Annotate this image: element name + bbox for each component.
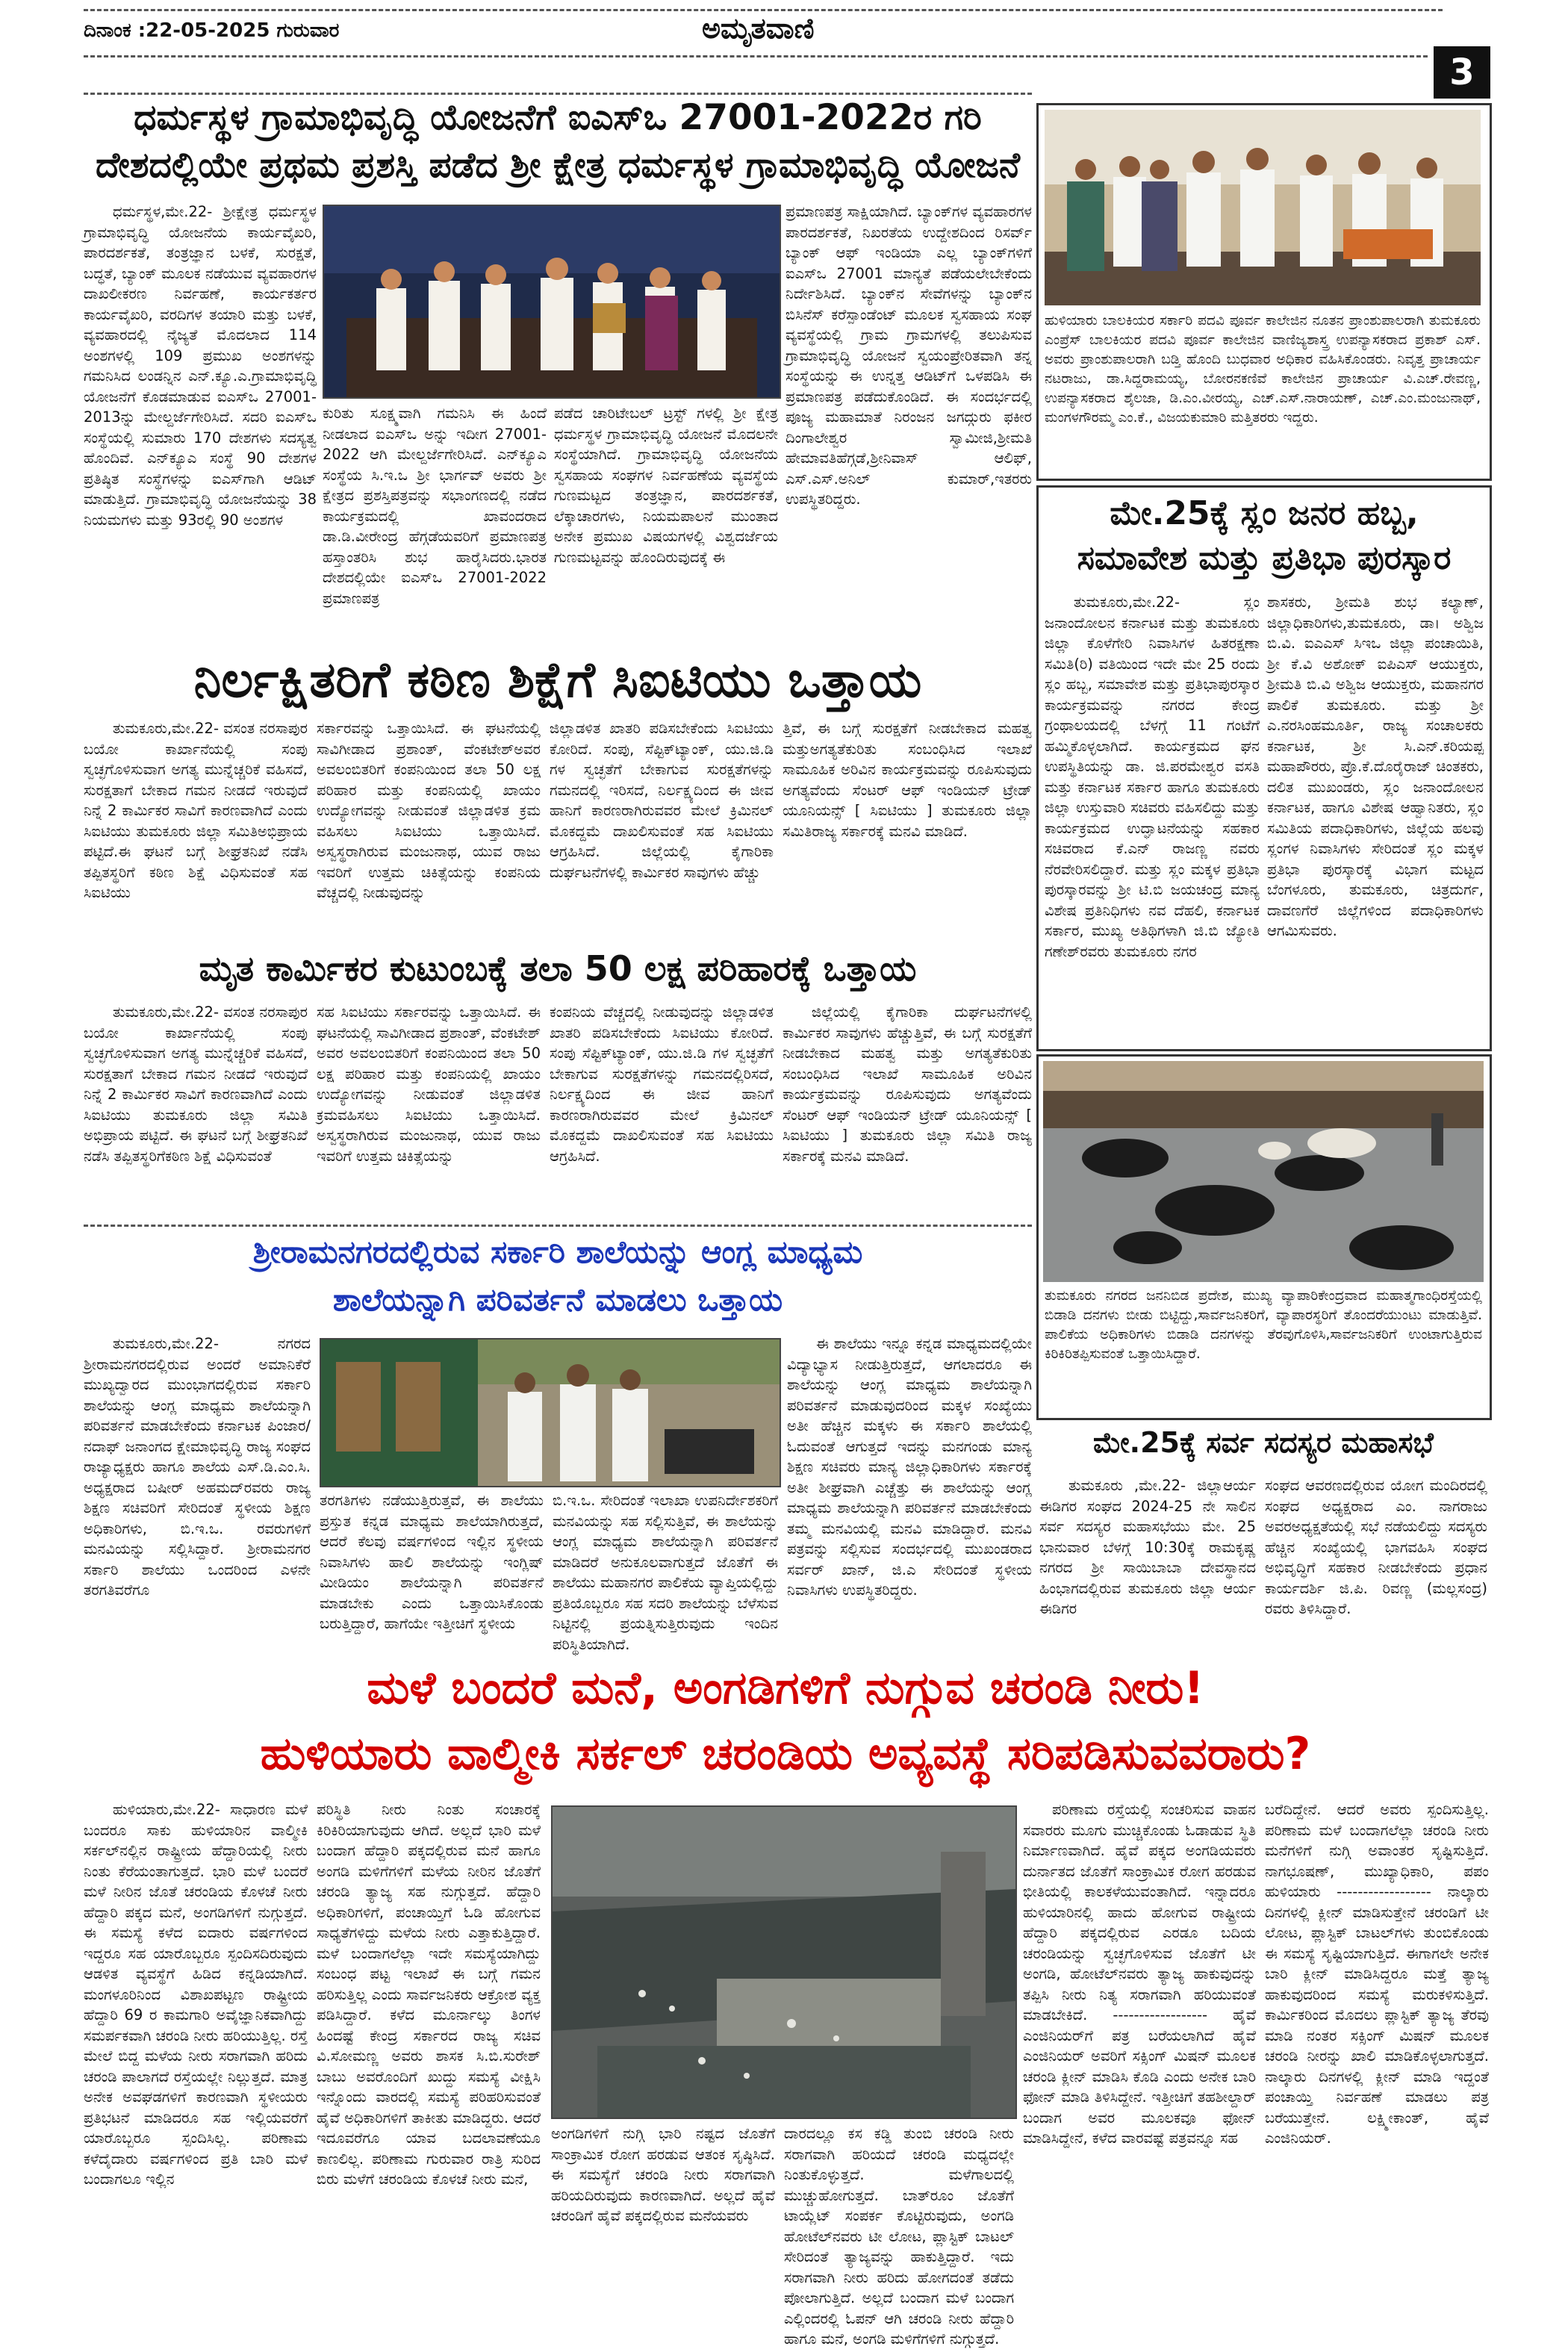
story2-column-3: ಜಿಲ್ಲಾಡಳಿತ ಖಾತರಿ ಪಡಿಸಬೇಕೆಂದು ಸಿಐಟಿಯು ಕೋರಿದೆ. ಸಂಪು, ಸೆಪ್ಟಿಕ್‌ಟ್ಯಾಂಕ್, ಯು.ಜಿ.ಡಿ ಗಳ ಸ್ವಚ್ಛತೆಗೆ ಬೇಕಾಗುವ ಸುರಕ್ಷತೆಗಳನ್ನು ಗಮನದಲ್ಲಿ ಇರಿಸದೆ, ನಿರ್ಲಕ್ಷ್ಯದಿಂದ ಈ ಜೀವ ಹಾನಿಗೆ ಕಾರಣರಾಗಿರುವವರ ಮೇಲೆ ಕ್ರಿಮಿನಲ್ ಮೊಕದ್ದಮೆ ದಾಖಲಿಸುವಂತೆ ಸಹ ಸಿಐಟಿಯು ಆಗ್ರಹಿಸಿದೆ. ಜಿಲ್ಲೆಯಲ್ಲಿ ಕೈಗಾರಿಕಾ ದುರ್ಘಟನೆಗಳಲ್ಲಿ ಕಾರ್ಮಿಕರ ಸಾವುಗಳು ಹೆಚ್ಚು bbox=[550, 720, 774, 881]
story3-column-4: ಜಿಲ್ಲೆಯಲ್ಲಿ ಕೈಗಾರಿಕಾ ದುರ್ಘಟನೆಗಳಲ್ಲಿ ಕಾರ್ಮಿಕರ ಸಾವುಗಳು ಹೆಚ್ಚುತ್ತಿವೆ, ಈ ಬಗ್ಗೆ ಸುರಕ್ಷತೆಗೆ ನೀಡಬೇಕಾದ ಮಹತ್ವ ಮತ್ತು ಅಗತ್ಯತೆಕುರಿತು ಸಂಬಂಧಿಸಿದ ಇಲಾಖೆ ಸಾಮೂಹಿಕ ಅರಿವಿನ ಕಾರ್ಯಕ್ರಮವನ್ನು ರೂಪಿಸುವುದು ಅಗತ್ಯವೆಂದು ಸೆಂಟರ್ ಆಫ್ ಇಂಡಿಯನ್ ಟ್ರೇಡ್ ಯೂನಿಯನ್ಸ್ [ ಸಿಐಟಿಯು ] ತುಮಕೂರು ಜಿಲ್ಲಾ ಸಮಿತಿ ರಾಜ್ಯ ಸರ್ಕಾರಕ್ಕೆ ಮನವಿ ಮಾಡಿದೆ. bbox=[783, 1004, 1032, 1165]
school-memorandum-photo bbox=[320, 1338, 781, 1487]
story3-column-1: ತುಮಕೂರು,ಮೇ.22- ವಸಂತ ನರಸಾಪುರ ಬಯೋ ಕಾರ್ಖಾನೆಯಲ್ಲಿ ಸಂಪು ಸ್ವಚ್ಛಗೊಳಿಸುವಾಗ ಅಗತ್ಯ ಮುನ್ನೆಚ್ಚರಿಕೆ ವಹಿಸದೆ, ಸುರಕ್ಷತಾಗೆ ಬೇಕಾದ ಗಮನ ನೀಡದೆ ಇರುವುದೆ ನಿನ್ನೆ 2 ಕಾರ್ಮಿಕರ ಸಾವಿಗೆ ಕಾರಣವಾಗಿದೆ ಎಂದು ಸಿಐಟಿಯು ತುಮಕೂರು ಜಿಲ್ಲಾ ಸಮಿತಿ ಅಭಿಪ್ರಾಯ ಪಟ್ಟಿದೆ. ಈ ಘಟನೆ ಬಗ್ಗೆ ಶೀಘ್ರತನಿಖೆ ನಡೆಸಿ ತಪ್ಪಿತಸ್ಥರಿಗೆಕಠಿಣ ಶಿಕ್ಷೆ ವಿಧಿಸುವಂತೆ bbox=[84, 1004, 308, 1165]
story4-column-3: ಬಿ.ಇ.ಒ. ಸೇರಿದಂತೆ ಇಲಾಖಾ ಉಪನಿರ್ದೇಶಕರಿಗೆ ಮನವಿಯನ್ನು ಸಹ ಸಲ್ಲಿಸುತ್ತಿವೆ, ಈ ಶಾಲೆಯನ್ನು ಆಂಗ್ಲ ಮಾಧ್ಯಮ ಶಾಲೆಯನ್ನಾಗಿ ಪರಿವರ್ತನೆ ಮಾಡಿದರೆ ಅನುಕೂಲವಾಗುತ್ತದೆ ಜೊತೆಗೆ ಈ ಶಾಲೆಯು ಮಹಾನಗರ ಪಾಲಿಕೆಯ ವ್ಯಾಪ್ತಿಯಲ್ಲಿದ್ದು ಪ್ರತಿಯೊಬ್ಬರೂ ಸಹ ಸದರಿ ಶಾಲೆಯನ್ನು ಬೆಳೆಸುವ ನಿಟ್ಟಿನಲ್ಲಿ ಪ್ರಯತ್ನಿಸುತ್ತಿರುವುದು ಇಂದಿನ ಪರಿಸ್ಥಿತಿಯಾಗಿದೆ. bbox=[553, 1492, 778, 1653]
story5-column-4: ದಾರದಲ್ಲೂ ಕಸ ಕಡ್ಡಿ ತುಂಬಿ ಚರಂಡಿ ನೀರು ಸರಾಗವಾಗಿ ಹರಿಯದೆ ಚರಂಡಿ ಮಧ್ಯದಲ್ಲೇ ನಿಂತುಕೊಳ್ಳುತ್ತದೆ. ಮಳೆಗಾಲದಲ್ಲಿ ಮುಚ್ಚುಹೋಗುತ್ತದೆ. ಬಾತ್‌ರೂಂ ಜೊತೆಗೆ ಟಾಯ್ಲೆಟ್ ಸಂಪರ್ಕ ಕೊಟ್ಟಿರುವುದು, ಅಂಗಡಿ ಹೋಟೆಲ್‌ನವರು ಟೀ ಲೋಟ, ಪ್ಲಾಸ್ಟಿಕ್ ಬಾಟಲ್ ಸೇರಿದಂತೆ ತ್ಯಾಜ್ಯವನ್ನು ಹಾಕುತ್ತಿದ್ದಾರೆ. ಇದು ಸರಾಗವಾಗಿ ನೀರು ಹರಿದು ಹೋಗದಂತೆ ತಡೆದು ಪೋಲಾಗುತ್ತಿದೆ. ಅಲ್ಲದೆ ಬಂದಾಗ ಮಳೆ ಬಂದಾಗ ಎಲ್ಲಿಂದರಲ್ಲಿ ಓಪನ್ ಆಗಿ ಚರಂಡಿ ನೀರು ಹೆದ್ದಾರಿ ಹಾಗೂ ಮನೆ, ಅಂಗಡಿ ಮಳಿಗೆಗಳಿಗೆ ನುಗ್ಗುತ್ತದೆ. bbox=[784, 2125, 1014, 2348]
section-rule bbox=[84, 1225, 1032, 1227]
story4-headline-1: ಶ್ರೀರಾಮನಗರದಲ್ಲಿರುವ ಸರ್ಕಾರಿ ಶಾಲೆಯನ್ನು ಆಂಗ್ಲ ಮಾಧ್ಯಮ bbox=[252, 1233, 863, 1270]
general-body-column-1: ತುಮಕೂರು ,ಮೇ.22- ಜಿಲ್ಲಾಆರ್ಯ ಈಡಿಗರ ಸಂಘದ 2024-25 ನೇ ಸಾಲಿನ ಸರ್ವ ಸದಸ್ಯರ ಮಹಾಸಭೆಯು ಮೇ. 25 ಭಾನುವಾರ ಬೆಳಗ್ಗೆ 10:30ಕ್ಕೆ ರಾಮಕೃಷ್ಣ ನಗರದ ಶ್ರೀ ಸಾಯಿಬಾಬಾ ದೇವಸ್ಥಾನದ ಹಿಂಭಾಗದಲ್ಲಿರುವ ತುಮಕೂರು ಜಿಲ್ಲಾ ಆರ್ಯ ಈಡಿಗರ bbox=[1039, 1477, 1256, 1617]
flooded-drain-photo bbox=[551, 1805, 1017, 2119]
slum-column-2: ಶಾಸಕರು, ಶ್ರೀಮತಿ ಶುಭ ಕಲ್ಯಾಣ್, ಜಿಲ್ಲಾಧಿಕಾರಿಗಳು,ತುಮಕೂರು, ಡಾ। ಅಶ್ವಿಜ ಬಿ.ವಿ. ಐಎಎಸ್ ಸಿಇಒ ಜಿಲ್ಲಾ ಪಂಚಾಯಿತಿ, ಶ್ರೀ ಕೆ.ವಿ ಅಶೋಕ್ ಐಪಿಎಸ್ ಆಯುಕ್ತರು, ಶ್ರೀಮತಿ ಬಿ.ವಿ ಅಶ್ವಿಜ ಆಯುಕ್ತರು, ಮಹಾನಗರ ಪಾಲಿಕೆ ತುಮಕೂರು. ಮತ್ತು ಶ್ರೀ ಎ.ನರಸಿಂಹಮೂರ್ತಿ, ರಾಜ್ಯ ಸಂಚಾಲಕರು ಕರ್ನಾಟಕ, ಶ್ರೀ ಸಿ.ಎನ್.ಕರಿಯಪ್ಪ ಮಹಾಪೌರರು, ಪ್ರೊ.ಕೆ.ದೊರೈರಾಜ್ ಚಿಂತಕರು, ದಲಿತ ಮುಖಂಡರು, ಸ್ಲಂ ಜನಾಂದೋಲನ ಕರ್ನಾಟಕ, ಹಾಗೂ ವಿಶೇಷ ಆಹ್ವಾನಿತರು, ಸ್ಲಂ ಸಮಿತಿಯ ಪದಾಧಿಕಾರಿಗಳು, ಜಿಲ್ಲೆಯ ಹಲವು ಸ್ಲಂಗಳ ನಿವಾಸಿಗಳು ಸೇರಿದಂತೆ ಸ್ಲಂ ಮಕ್ಕಳ ಪ್ರತಿಭಾ ಪುರಸ್ಕಾರಕ್ಕೆ ವಿಭಾಗ ಮಟ್ಟದ ಬೆಂಗಳೂರು, ತುಮಕೂರು, ಚಿತ್ರದುರ್ಗ, ದಾವಣಗೆರೆ ಜಿಲ್ಲೆಗಳಿಂದ ಪದಾಧಿಕಾರಿಗಳು ಆಗಮಿಸುವರು. bbox=[1267, 594, 1484, 939]
stray-cattle-box bbox=[1036, 1054, 1492, 1420]
principal-felicitation-photo bbox=[1045, 110, 1481, 305]
story4-column-1: ತುಮಕೂರು,ಮೇ.22- ನಗರದ ಶ್ರೀರಾಮನಗರದಲ್ಲಿರುವ ಅಂದರೆ ಅಮಾನಿಕೆರೆ ಮುಖ್ಯದ್ವಾರದ ಮುಂಭಾಗದಲ್ಲಿರುವ ಸರ್ಕಾರಿ ಶಾಲೆಯನ್ನು ಆಂಗ್ಲ ಮಾಧ್ಯಮ ಶಾಲೆಯನ್ನಾಗಿ ಪರಿವರ್ತನೆ ಮಾಡಬೇಕೆಂದು ಕರ್ನಾಟಕ ಪಿಂಜಾರ/ನದಾಫ್ ಜನಾಂಗದ ಕ್ಷೇಮಾಭಿವೃದ್ಧಿ ರಾಜ್ಯ ಸಂಘದ ರಾಜ್ಯಾಧ್ಯಕ್ಷರು ಹಾಗೂ ಶಾಲೆಯ ಎಸ್.ಡಿ.ಎಂ.ಸಿ. ಅಧ್ಯಕ್ಷರಾದ ಬಷೀರ್ ಅಹಮದ್‌ರವರು ರಾಜ್ಯ ಶಿಕ್ಷಣ ಸಚಿವರಿಗೆ ಸೇರಿದಂತೆ ಸ್ಥಳೀಯ ಶಿಕ್ಷಣ ಅಧಿಕಾರಿಗಳು, ಬಿ.ಇ.ಒ. ರವರುಗಳಿಗೆ ಮನವಿಯನ್ನು ಸಲ್ಲಿಸಿದ್ದಾರೆ. ಶ್ರೀರಾಮನಗರ ಸರ್ಕಾರಿ ಶಾಲೆಯು ಒಂದರಿಂದ ಎಳನೇ ತರಗತಿವರೆಗೂ bbox=[84, 1335, 311, 1599]
slum-headline-2: ಸಮಾವೇಶ ಮತ್ತು ಪ್ರತಿಭಾ ಪುರಸ್ಕಾರ bbox=[1077, 539, 1452, 577]
story3-column-3: ಕಂಪನಿಯ ವೆಚ್ಚದಲ್ಲಿ ನೀಡುವುದನ್ನು ಜಿಲ್ಲಾಡಳಿತ ಖಾತರಿ ಪಡಿಸಬೇಕೆಂದು ಸಿಐಟಿಯು ಕೋರಿದೆ. ಸಂಪು ಸೆಪ್ಟಿಕ್‌ಟ್ಯಾಂಕ್, ಯು.ಜಿ.ಡಿ ಗಳ ಸ್ವಚ್ಛತೆಗೆ ಬೇಕಾಗುವ ಸುರಕ್ಷತೆಗಳನ್ನು ಗಮನದಲ್ಲಿರಿಸದೆ, ನಿರ್ಲಕ್ಷ್ಯದಿಂದ ಈ ಜೀವ ಹಾನಿಗೆ ಕಾರಣರಾಗಿರುವವರ ಮೇಲೆ ಕ್ರಿಮಿನಲ್ ಮೊಕದ್ದಮೆ ದಾಖಲಿಸುವಂತೆ ಸಹ ಸಿಐಟಿಯು ಆಗ್ರಹಿಸಿದೆ. bbox=[550, 1004, 774, 1165]
top-rule bbox=[84, 9, 1443, 11]
award-ceremony-photo bbox=[323, 205, 781, 399]
story5-column-1: ಹುಳಿಯಾರು,ಮೇ.22- ಸಾಧಾರಣ ಮಳೆ ಬಂದರೂ ಸಾಕು ಹುಳಿಯಾರಿನ ವಾಲ್ಮೀಕಿ ಸರ್ಕಲ್‌ನಲ್ಲಿನ ರಾಷ್ಟ್ರೀಯ ಹೆದ್ದಾರಿಯಲ್ಲಿ ನೀರು ನಿಂತು ಕೆರೆಯಂತಾಗುತ್ತದೆ. ಭಾರಿ ಮಳೆ ಬಂದರೆ ಮಳೆ ನೀರಿನ ಜೊತೆ ಚರಂಡಿಯ ಕೊಳಚೆ ನೀರು ಹೆದ್ದಾರಿ ಪಕ್ಕದ ಮನೆ, ಅಂಗಡಿಗಳಿಗೆ ನುಗ್ಗುತ್ತದೆ. ಈ ಸಮಸ್ಯೆ ಕಳೆದ ಐದಾರು ವರ್ಷಗಳಿಂದ ಇದ್ದರೂ ಸಹ ಯಾರೊಬ್ಬರೂ ಸ್ಪಂದಿಸದಿರುವುದು ಆಡಳಿತ ವ್ಯವಸ್ಥೆಗೆ ಹಿಡಿದ ಕನ್ನಡಿಯಾಗಿದೆ. ಮಂಗಳೂರಿನಿಂದ ವಿಶಾಖಪಟ್ಟಣ ರಾಷ್ಟ್ರೀಯ ಹೆದ್ದಾರಿ 69 ರ ಕಾಮಗಾರಿ ಅವೈಜ್ಞಾನಿಕವಾಗಿದ್ದು ಸಮರ್ಪಕವಾಗಿ ಚರಂಡಿ ನೀರು ಹರಿಯುತ್ತಿಲ್ಲ. ರಸ್ತೆ ಮೇಲೆ ಬಿದ್ದ ಮಳೆಯ ನೀರು ಸರಾಗವಾಗಿ ಹರಿದು ಚರಂಡಿ ಪಾಲಾಗದೆ ರಸ್ತೆಯಲ್ಲೇ ನಿಲ್ಲುತ್ತದೆ. ಮಾತ್ರ ಅನೇಕ ಅವಘಡಗಳಿಗೆ ಕಾರಣವಾಗಿ ಸ್ಥಳೀಯರು ಪ್ರತಿಭಟನೆ ಮಾಡಿದರೂ ಸಹ ಇಲ್ಲಿಯವರೆಗೆ ಯಾರೊಬ್ಬರೂ ಸ್ಪಂದಿಸಿಲ್ಲ. ಪರಿಣಾಮ ಕಳೆದೈದಾರು ವರ್ಷಗಳಿಂದ ಪ್ರತಿ ಬಾರಿ ಮಳೆ ಬಂದಾಗಲೂ ಇಲ್ಲಿನ bbox=[84, 1801, 308, 2188]
slum-column-1: ತುಮಕೂರು,ಮೇ.22- ಸ್ಲಂ ಜನಾಂದೋಲನ ಕರ್ನಾಟಕ ಮತ್ತು ತುಮಕೂರು ಜಿಲ್ಲಾ ಕೊಳೆಗೇರಿ ನಿವಾಸಿಗಳ ಹಿತರಕ್ಷಣಾ ಸಮಿತಿ(ರಿ) ವತಿಯಿಂದ ಇದೇ ಮೇ 25 ರಂದು ಸ್ಲಂ ಹಬ್ಬ, ಸಮಾವೇಶ ಮತ್ತು ಪ್ರತಿಭಾಪುರಸ್ಕಾರ ಕಾರ್ಯಕ್ರಮವನ್ನು ನಗರದ ಕೇಂದ್ರ ಗ್ರಂಥಾಲಯದಲ್ಲಿ ಬೆಳಗ್ಗೆ 11 ಗಂಟೆಗೆ ಹಮ್ಮಿಕೊಳ್ಳಲಾಗಿದೆ. ಕಾರ್ಯಕ್ರಮದ ಘನ ಉಪಸ್ಥಿತಿಯನ್ನು ಡಾ. ಜಿ.ಪರಮೇಶ್ವರ ವಸತಿ ಮತ್ತು ಕರ್ನಾಟಕ ಸರ್ಕಾರ ಹಾಗೂ ತುಮಕೂರು ಜಿಲ್ಲಾ ಉಸ್ತುವಾರಿ ಸಚಿವರು ವಹಿಸಲಿದ್ದು ಮತ್ತು ಕಾರ್ಯಕ್ರಮದ ಉದ್ಘಾಟನೆಯನ್ನು ಸಹಕಾರ ಸಚಿವರಾದ ಕೆ.ಎನ್ ರಾಜಣ್ಣ ನವರು ನೆರವೇರಿಸಲಿದ್ದಾರೆ. ಮತ್ತು ಸ್ಲಂ ಮಕ್ಕಳ ಪ್ರತಿಭಾ ಪುರಸ್ಕಾರವನ್ನು ಶ್ರೀ ಟಿ.ಬಿ ಜಯಚಂದ್ರ ಮಾನ್ಯ ವಿಶೇಷ ಪ್ರತಿನಿಧಿಗಳು ನವ ದೆಹಲಿ, ಕರ್ನಾಟಕ ಸರ್ಕಾರ, ಮುಖ್ಯ ಅತಿಥಿಗಳಾಗಿ ಜಿ.ಬಿ ಜ್ಯೋತಿ ಗಣೇಶ್‌ರವರು ತುಮಕೂರು ನಗರ bbox=[1045, 594, 1260, 960]
slum-headline-1: ಮೇ.25ಕ್ಕೆ ಸ್ಲಂ ಜನರ ಹಬ್ಬ, bbox=[1110, 494, 1419, 532]
story5-headline-2: ಹುಳಿಯಾರು ವಾಲ್ಮೀಕಿ ಸರ್ಕಲ್ ಚರಂಡಿಯ ಅವ್ಯವಸ್ಥೆ ಸರಿಪಡಿಸುವವರಾರು? bbox=[260, 1728, 1311, 1780]
story5-column-3: ಅಂಗಡಿಗಳಿಗೆ ನುಗ್ಗಿ ಭಾರಿ ನಷ್ಟದ ಜೊತೆಗೆ ಸಾಂಕ್ರಾಮಿಕ ರೋಗ ಹರಡುವ ಆತಂಕ ಸೃಷ್ಠಿಸಿದೆ. ಈ ಸಮಸ್ಯೆಗೆ ಚರಂಡಿ ನೀರು ಸರಾಗವಾಗಿ ಹರಿಯದಿರುವುದು ಕಾರಣವಾಗಿದೆ. ಅಲ್ಲದೆ ಹೈವೆ ಚರಂಡಿಗೆ ಹೈವೆ ಪಕ್ಕದಲ್ಲಿರುವ ಮನೆಯವರು bbox=[551, 2125, 775, 2224]
story1-column-1: ಧರ್ಮಸ್ಥಳ,ಮೇ.22- ಶ್ರೀಕ್ಷೇತ್ರ ಧರ್ಮಸ್ಥಳ ಗ್ರಾಮಾಭಿವೃದ್ಧಿ ಯೋಜನೆಯ ಕಾರ್ಯವೈಖರಿ, ಪಾರದರ್ಶಕತೆ, ತಂತ್ರಜ್ಞಾನ ಬಳಕೆ, ಸುರಕ್ಷತೆ, ಬದ್ಧತೆ, ಬ್ಯಾಂಕ್ ಮೂಲಕ ನಡೆಯುವ ವ್ಯವಹಾರಗಳ ದಾಖಲೀಕರಣ ನಿರ್ವಹಣೆ, ಕಾರ್ಯಕರ್ತರ ಕಾರ್ಯವೈಖರಿ, ವರದಿಗಳ ತಯಾರಿ ಮತ್ತು ಬಳಕೆ, ವ್ಯವಹಾರದಲ್ಲಿ ನೈಜ್ಯತೆ ಮೊದಲಾದ 114 ಅಂಶಗಳಲ್ಲಿ 109 ಪ್ರಮುಖ ಅಂಶಗಳನ್ನು ಗಮನಿಸಿದ ಲಂಡನ್ನಿನ ಎನ್.ಕ್ಯೂ.ಎ.ಗ್ರಾಮಾಭಿವೃದ್ಧಿ ಯೋಜನೆಗೆ ಕೊಡಮಾಡುವ ಐಎಸ್‌ಒ 27001-2013ನ್ನು ಮೇಲ್ದರ್ಜೆಗೇರಿಸಿದೆ. ಸದರಿ ಐಎಸ್‌ಒ ಸಂಸ್ಥೆಯಲ್ಲಿ ಸುಮಾರು 170 ದೇಶಗಳು ಸದಸ್ಯತ್ವ ಹೊಂದಿವೆ. ಎನ್‌ಕ್ಯೂಎ ಸಂಸ್ಥೆ 90 ದೇಶಗಳ ಪ್ರತಿಷ್ಠಿತ ಸಂಸ್ಥೆಗಳನ್ನು ಐಎಸ್‌ಗಾಗಿ ಆಡಿಟ್ ಮಾಡುತ್ತಿದೆ. ಗ್ರಾಮಾಭಿವೃದ್ಧಿ ಯೋಜನೆಯನ್ನು 38 ನಿಯಮಗಳು ಮತ್ತು 93ರಲ್ಲಿ 90 ಅಂಶಗಳ bbox=[84, 203, 317, 529]
story2-column-4: ತ್ತಿವೆ, ಈ ಬಗ್ಗೆ ಸುರಕ್ಷತೆಗೆ ನೀಡಬೇಕಾದ ಮಹತ್ವ ಮತ್ತುಅಗತ್ಯತೆಕುರಿತು ಸಂಬಂಧಿಸಿದ ಇಲಾಖೆ ಸಾಮೂಹಿಕ ಅರಿವಿನ ಕಾರ್ಯಕ್ರಮವನ್ನು ರೂಪಿಸುವುದು ಅಗತ್ಯವೆಂದು ಸೆಂಟರ್ ಆಫ್ ಇಂಡಿಯನ್ ಟ್ರೇಡ್ ಯೂನಿಯನ್ಸ್ [ ಸಿಐಟಿಯು ] ತುಮಕೂರು ಜಿಲ್ಲಾ ಸಮಿತಿರಾಜ್ಯ ಸರ್ಕಾರಕ್ಕೆ ಮನವಿ ಮಾಡಿದೆ. bbox=[783, 720, 1032, 840]
story1-column-4: ಪ್ರಮಾಣಪತ್ರ ಸಾಕ್ಷಿಯಾಗಿದೆ. ಬ್ಯಾಂಕ್‌ಗಳ ವ್ಯವಹಾರಗಳ ಪಾರದರ್ಶಕತೆ, ನಿಖರತೆಯ ಉದ್ದೇಶದಿಂದ ರಿಸರ್ವ್ ಬ್ಯಾಂಕ್ ಆಫ್ ಇಂಡಿಯಾ ಎಲ್ಲ ಬ್ಯಾಂಕ್‌ಗಳಿಗೆ ಐಎಸ್‌ಒ 27001 ಮಾನ್ಯತೆ ಪಡೆಯಲೇಬೇಕೆಂದು ನಿರ್ದೇಶಿಸಿದೆ. ಬ್ಯಾಂಕ್‌ನ ಸೇವೆಗಳನ್ನು ಬ್ಯಾಂಕ್‌ನ ಬಿಸಿನೆಸ್ ಕರೆಸ್ಪಾಂಡೆಂಟ್ ಮೂಲಕ ಸ್ವಸಹಾಯ ಸಂಘ ವ್ಯವಸ್ಥೆಯಲ್ಲಿ ಗ್ರಾಮ ಗ್ರಾಮಗಳಲ್ಲಿ ತಲುಪಿಸುವ ಗ್ರಾಮಾಭಿವೃದ್ಧಿ ಯೋಜನೆ ಸ್ವಯಂಪ್ರೇರಿತವಾಗಿ ತನ್ನ ಸಂಸ್ಥೆಯನ್ನು ಈ ಉನ್ನತ್ತ ಆಡಿಟ್‌ಗೆ ಒಳಪಡಿಸಿ ಈ ಪ್ರಮಾಣಪತ್ರ ಪಡೆದುಕೊಂಡಿದೆ. ಈ ಸಂದರ್ಭದಲ್ಲಿ ಪೂಜ್ಯ ಮಹಾಮಾತೆ ನಿರಂಜನ ಜಗದ್ಗುರು ಫಕೀರ ದಿಂಗಾಲೇಶ್ವರ ಸ್ವಾಮೀಜಿ,ಶ್ರೀಮತಿ ಹೇಮಾವತಿಹೆಗ್ಗಡೆ,ಶ್ರೀನಿವಾಸ್ ಆಲಿಫ್, ಎಸ್.ಎಸ್.ಅನಿಲ್ ಕುಮಾರ್,ಇತರರು ಉಪಸ್ಥಿತರಿದ್ದರು. bbox=[785, 203, 1032, 508]
issue-date: ದಿನಾಂಕ :22-05-2025 ಗುರುವಾರ bbox=[84, 19, 340, 42]
page-number: 3 bbox=[1434, 46, 1490, 99]
story4-column-4: ಈ ಶಾಲೆಯು ಇನ್ನೂ ಕನ್ನಡ ಮಾಧ್ಯಮದಲ್ಲಿಯೇ ವಿದ್ಯಾಭ್ಯಾಸ ನೀಡುತ್ತಿರುತ್ತದೆ, ಆಗಲಾದರೂ ಈ ಶಾಲೆಯನ್ನು ಆಂಗ್ಲ ಮಾಧ್ಯಮ ಶಾಲೆಯನ್ನಾಗಿ ಪರಿವರ್ತನೆ ಮಾಡುವುದರಿಂದ ಮಕ್ಕಳ ಸಂಖ್ಯೆಯು ಅತೀ ಹೆಚ್ಚಿನ ಮಕ್ಕಳು ಈ ಸರ್ಕಾರಿ ಶಾಲೆಯಲ್ಲಿ ಓದುವಂತೆ ಆಗುತ್ತದೆ ಇದನ್ನು ಮನಗಂಡು ಮಾನ್ಯ ಶಿಕ್ಷಣ ಸಚಿವರು ಮಾನ್ಯ ಜಿಲ್ಲಾಧಿಕಾರಿಗಳು ಸರ್ಕಾರಕ್ಕೆ ಅತೀ ಶೀಘ್ರವಾಗಿ ಎಚ್ಚೆತ್ತು ಈ ಶಾಲೆಯನ್ನು ಆಂಗ್ಲ ಮಾಧ್ಯಮ ಶಾಲೆಯನ್ನಾಗಿ ಪರಿವರ್ತನೆ ಮಾಡಬೇಕೆಂದು ತಮ್ಮ ಮನವಿಯಲ್ಲಿ ಮನವಿ ಮಾಡಿದ್ದಾರೆ. ಮನವಿ ಪತ್ರವನ್ನು ಸಲ್ಲಿಸುವ ಸಂದರ್ಭದಲ್ಲಿ ಮುಖಂಡರಾದ ಸರ್ವರ್ ಖಾನ್, ಜಿ.ಎ ಸೇರಿದಂತೆ ಸ್ಥಳೀಯ ನಿವಾಸಿಗಳು ಉಪಸ್ಥಿತರಿದ್ದರು. bbox=[787, 1335, 1032, 1599]
story4-column-2: ತರಗತಿಗಳು ನಡೆಯುತ್ತಿರುತ್ತವೆ, ಈ ಶಾಲೆಯು ಪ್ರಸ್ತುತ ಕನ್ನಡ ಮಾಧ್ಯಮ ಶಾಲೆಯಾಗಿರುತ್ತದೆ, ಆದರೆ ಕೆಲವು ವರ್ಷಗಳಿಂದ ಇಲ್ಲಿನ ಸ್ಥಳೀಯ ನಿವಾಸಿಗಳು ಹಾಲಿ ಶಾಲೆಯನ್ನು ಇಂಗ್ಲಿಷ್ ಮೀಡಿಯಂ ಶಾಲೆಯನ್ನಾಗಿ ಪರಿವರ್ತನೆ ಮಾಡಬೇಕು ಎಂದು ಒತ್ತಾಯಿಸಿಕೊಂಡು ಬರುತ್ತಿದ್ದಾರೆ, ಹಾಗೆಯೇ ಇತ್ತೀಚಿಗೆ ಸ್ಥಳೀಯ bbox=[320, 1492, 544, 1632]
story2-column-1: ತುಮಕೂರು,ಮೇ.22- ವಸಂತ ನರಸಾಪುರ ಬಯೋ ಕಾರ್ಖಾನೆಯಲ್ಲಿ ಸಂಪು ಸ್ವಚ್ಛಗೊಳಿಸುವಾಗ ಅಗತ್ಯ ಮುನ್ನೆಚ್ಚರಿಕೆ ವಹಿಸದೆ, ಸುರಕ್ಷತಾಗೆ ಬೇಕಾದ ಗಮನ ನೀಡದೆ ಇರುವುದೆ ನಿನ್ನೆ 2 ಕಾರ್ಮಿಕರ ಸಾವಿಗೆ ಕಾರಣವಾಗಿದೆ ಎಂದು ಸಿಐಟಿಯು ತುಮಕೂರು ಜಿಲ್ಲಾ ಸಮಿತಿಅಭಿಪ್ರಾಯ ಪಟ್ಟಿದೆ.ಈ ಘಟನೆ ಬಗ್ಗೆ ಶೀಘ್ರತನಿಖೆ ನಡೆಸಿ ತಪ್ಪಿತಸ್ಥರಿಗೆ ಕಠಿಣ ಶಿಕ್ಷೆ ವಿಧಿಸುವಂತೆ ಸಹ ಸಿಐಟಿಯು bbox=[84, 720, 308, 901]
story2-headline: ನಿರ್ಲಕ್ಷಿತರಿಗೆ ಕಠಿಣ ಶಿಕ್ಷೆಗೆ ಸಿಐಟಿಯು ಒತ್ತಾಯ bbox=[193, 651, 922, 709]
principal-photo-caption: ಹುಳಿಯಾರು ಬಾಲಕಿಯರ ಸರ್ಕಾರಿ ಪದವಿ ಪೂರ್ವ ಕಾಲೇಜಿನ ನೂತನ ಪ್ರಾಂಶುಪಾಲರಾಗಿ ತುಮಕೂರು ಎಂಪ್ರೆಸ್ ಬಾಲಕಿಯರ ಪದವಿ ಪೂರ್ವ ಕಾಲೇಜಿನ ವಾಣಿಜ್ಯಶಾಸ್ತ್ರ ಉಪನ್ಯಾಸಕರಾದ ಪ್ರಕಾಶ್ ಎಸ್. ಅವರು ಪ್ರಾಂಶುಪಾಲರಾಗಿ ಬಡ್ತಿ ಹೊಂದಿ ಬುಧವಾರ ಅಧಿಕಾರ ವಹಿಸಿಕೊಂಡರು. ನಿವೃತ್ತ ಪ್ರಾಚಾರ್ಯ ನಟರಾಜು, ಡಾ.ಸಿದ್ದರಾಮಯ್ಯ, ಬೋರನಕಣಿವೆ ಕಾಲೇಜಿನ ಪ್ರಾಚಾರ್ಯ ವಿ.ಎಚ್.ರೇವಣ್ಣ, ಉಪನ್ಯಾಸಕರಾದ ಶೈಲಜಾ, ಡಿ.ಎಂ.ವೀರಯ್ಯ, ಎಚ್.ಎಸ್.ನಾರಾಯಣ್, ಎಚ್.ಎಂ.ಮಂಜುನಾಥ್, ಮಂಗಳಗೌರಮ್ಮ ಎಂ.ಕೆ., ವಿಜಯಕುಮಾರಿ ಮತ್ತಿತರರು ಇದ್ದರು. bbox=[1045, 313, 1481, 426]
slum-festival-box bbox=[1036, 485, 1492, 1051]
story5-column-6: ಬರೆದಿದ್ದೇನೆ. ಆದರೆ ಅವರು ಸ್ಪಂದಿಸುತ್ತಿಲ್ಲ. ಪರಿಣಾಮ ಮಳೆ ಬಂದಾಗಲೆಲ್ಲಾ ಚರಂಡಿ ನೀರು ಮನೆಗಳಿಗೆ ನುಗ್ಗಿ ಅವಾಂತರ ಸೃಷ್ಟಿಸುತ್ತಿದೆ. ನಾಗಭೂಷಣ್, ಮುಖ್ಯಾಧಿಕಾರಿ, ಪಪಂ ಹುಳಿಯಾರು ------------------ ನಾಲ್ಕಾರು ದಿನಗಳಲ್ಲಿ ಕ್ಲೀನ್ ಮಾಡಿಸುತ್ತೇನೆ ಚರಂಡಿಗೆ ಟೀ ಲೋಟ, ಪ್ಲಾಸ್ಟಿಕ್ ಬಾಟಲ್‌ಗಳು ತುಂಬಿಕೊಂಡು ಈ ಸಮಸ್ಯೆ ಸೃಷ್ಟಿಯಾಗುತ್ತಿದೆ. ಈಗಾಗಲೇ ಅನೇಕ ಬಾರಿ ಕ್ಲೀನ್ ಮಾಡಿಸಿದ್ದರೂ ಮತ್ತೆ ತ್ಯಾಜ್ಯ ಹಾಕುವುದರಿಂದ ಸಮಸ್ಯೆ ಮರುಕಳಿಸುತ್ತಿದೆ. ಕಾರ್ಮಿಕರಿಂದ ಮೊದಲು ಪ್ಲಾಸ್ಟಿಕ್ ತ್ಯಾಜ್ಯ ತೆರವು ಮಾಡಿ ನಂತರ ಸಕ್ಸಿಂಗ್ ಮಿಷನ್ ಮೂಲಕ ಚರಂಡಿ ನೀರನ್ನು ಖಾಲಿ ಮಾಡಿಕೊಳ್ಳಲಾಗುತ್ತದೆ. ನಾಲ್ಕಾರು ದಿನಗಳಲ್ಲಿ ಕ್ಲೀನ್ ಮಾಡಿ ಇದ್ದಂತೆ ಪಂಚಾಯ್ತಿ ನಿರ್ವಹಣೆ ಮಾಡಲು ಪತ್ರ ಬರೆಯುತ್ತೇನೆ. ಲಕ್ಷ್ಮೀಕಾಂತ್, ಹೈವೆ ಎಂಜಿನಿಯರ್. bbox=[1265, 1801, 1489, 2147]
header-rule-2 bbox=[84, 93, 1032, 95]
story1-headline-1: ಧರ್ಮಸ್ಥಳ ಗ್ರಾಮಾಭಿವೃದ್ಧಿ ಯೋಜನೆಗೆ ಐಎಸ್‌ಒ 27001-2022ರ ಗರಿ bbox=[134, 97, 982, 138]
story2-column-2: ಸರ್ಕಾರವನ್ನು ಒತ್ತಾಯಿಸಿದೆ. ಈ ಘಟನೆಯಲ್ಲಿ ಸಾವಿಗೀಡಾದ ಪ್ರಶಾಂತ್, ವೆಂಕಟೇಶ್‌ಅವರ ಅವಲಂಬಿತರಿಗೆ ಕಂಪನಿಯಿಂದ ತಲಾ 50 ಲಕ್ಷ ಪರಿಹಾರ ಮತ್ತು ಕಂಪನಿಯಲ್ಲಿ ಖಾಯಂ ಉದ್ಯೋಗವನ್ನು ನೀಡುವಂತೆ ಜಿಲ್ಲಾಡಳಿತ ಕ್ರಮ ವಹಿಸಲು ಸಿಐಟಿಯು ಒತ್ತಾಯಿಸಿದೆ. ಅಸ್ವಸ್ಥರಾಗಿರುವ ಮಂಜುನಾಥ, ಯುವ ರಾಜು ಇವರಿಗೆ ಉತ್ತಮ ಚಿಕಿತ್ಸೆಯನ್ನು ಕಂಪನಿಯ ವೆಚ್ಚದಲ್ಲಿ ನೀಡುವುದನ್ನು bbox=[317, 720, 541, 901]
principal-story-box bbox=[1036, 103, 1492, 481]
story1-headline-2: ದೇಶದಲ್ಲಿಯೇ ಪ್ರಥಮ ಪ್ರಶಸ್ತಿ ಪಡೆದ ಶ್ರೀ ಕ್ಷೇತ್ರ ಧರ್ಮಸ್ಥಳ ಗ್ರಾಮಾಭಿವೃದ್ಧಿ ಯೋಜನೆ bbox=[96, 145, 1020, 186]
story3-headline: ಮೃತ ಕಾರ್ಮಿಕರ ಕುಟುಂಬಕ್ಕೆ ತಲಾ 50 ಲಕ್ಷ ಪರಿಹಾರಕ್ಕೆ ಒತ್ತಾಯ bbox=[199, 948, 917, 989]
story5-headline-1: ಮಳೆ ಬಂದರೆ ಮನೆ, ಅಂಗಡಿಗಳಿಗೆ ನುಗ್ಗುವ ಚರಂಡಿ ನೀರು! bbox=[367, 1662, 1204, 1714]
stray-cattle-photo bbox=[1043, 1061, 1484, 1282]
general-body-headline: ಮೇ.25ಕ್ಕೆ ಸರ್ವ ಸದಸ್ಯರ ಮಹಾಸಭೆ bbox=[1093, 1426, 1434, 1459]
story1-column-2: ಕುರಿತು ಸೂಕ್ಷ್ಮವಾಗಿ ಗಮನಿಸಿ ಈ ಹಿಂದೆ ನೀಡಲಾದ ಐಎಸ್‌ಒ ಅನ್ನು ಇದೀಗ 27001-2022 ಆಗಿ ಮೇಲ್ದರ್ಜೆಗೇರಿಸಿದೆ. ಎನ್‌ಕ್ಯೂಎ ಸಂಸ್ಥೆಯ ಸಿ.ಇ.ಒ ಶ್ರೀ ಭಾರ್ಗವ್ ಅವರು ಶ್ರೀ ಕ್ಷೇತ್ರದ ಪ್ರಶಸ್ತಿಪತ್ರವನ್ನು ಸಭಾಂಗಣದಲ್ಲಿ ನಡೆದ ಕಾರ್ಯಕ್ರಮದಲ್ಲಿ ಖಾವಂದರಾದ ಡಾ.ಡಿ.ವೀರೇಂದ್ರ ಹೆಗ್ಗಡೆಯವರಿಗೆ ಪ್ರಮಾಣಪತ್ರ ಹಸ್ತಾಂತರಿಸಿ ಶುಭ ಹಾರೈಸಿದರು.ಭಾರತ ದೇಶದಲ್ಲಿಯೇ ಐಎಸ್‌ಒ 27001-2022 ಪ್ರಮಾಣಪತ್ರ bbox=[323, 405, 547, 607]
general-body-column-2: ಸಂಘದ ಆವರಣದಲ್ಲಿರುವ ಯೋಗ ಮಂದಿರದಲ್ಲಿ ಸಂಘದ ಅಧ್ಯಕ್ಷರಾದ ಎಂ. ನಾಗರಾಜು ಅವರಅಧ್ಯಕ್ಷತೆಯಲ್ಲಿ ಸಭೆ ನಡೆಯಲಿದ್ದು ಸದಸ್ಯರು ಹೆಚ್ಚಿನ ಸಂಖ್ಯೆಯಲ್ಲಿ ಭಾಗವಹಿಸಿ ಸಂಘದ ಅಭಿವೃದ್ಧಿಗೆ ಸಹಕಾರ ನೀಡಬೇಕೆಂದು ಪ್ರಧಾನ ಕಾರ್ಯದರ್ಶಿ ಜಿ.ಪಿ. ರಿವಣ್ಣ (ಮಲ್ಲಸಂದ್ರ) ರವರು ತಿಳಿಸಿದ್ದಾರೆ. bbox=[1265, 1477, 1487, 1617]
story3-column-2: ಸಹ ಸಿಐಟಿಯು ಸರ್ಕಾರವನ್ನು ಒತ್ತಾಯಿಸಿದೆ. ಈ ಘಟನೆಯಲ್ಲಿ ಸಾವಿಗೀಡಾದ ಪ್ರಶಾಂತ್, ವೆಂಕಟೇಶ್ ಅವರ ಅವಲಂಬಿತರಿಗೆ ಕಂಪನಿಯಿಂದ ತಲಾ 50 ಲಕ್ಷ ಪರಿಹಾರ ಮತ್ತು ಕಂಪನಿಯಲ್ಲಿ ಖಾಯಂ ಉದ್ಯೋಗವನ್ನು ನೀಡುವಂತೆ ಜಿಲ್ಲಾಡಳಿತ ಕ್ರಮವಹಿಸಲು ಸಿಐಟಿಯು ಒತ್ತಾಯಿಸಿದೆ. ಅಸ್ವಸ್ಥರಾಗಿರುವ ಮಂಜುನಾಥ, ಯುವ ರಾಜು ಇವರಿಗೆ ಉತ್ತಮ ಚಿಕಿತ್ಸೆಯನ್ನು bbox=[317, 1004, 541, 1165]
paper-name: ಅಮೃತವಾಣಿ bbox=[702, 12, 815, 45]
story5-column-2: ಪರಿಸ್ಥಿತಿ ನೀರು ನಿಂತು ಸಂಚಾರಕ್ಕೆ ಕಿರಿಕಿರಿಯಾಗುವುದು ಆಗಿದೆ. ಅಲ್ಲದೆ ಭಾರಿ ಮಳೆ ಬಂದಾಗ ಹೆದ್ದಾರಿ ಪಕ್ಕದಲ್ಲಿರುವ ಮನೆ ಹಾಗೂ ಅಂಗಡಿ ಮಳಿಗೆಗಳಿಗೆ ಮಳೆಯ ನೀರಿನ ಜೊತೆಗೆ ಚರಂಡಿ ತ್ಯಾಜ್ಯ ಸಹ ನುಗ್ಗುತ್ತದೆ. ಹೆದ್ದಾರಿ ಅಧಿಕಾರಿಗಳಿಗೆ, ಪಂಚಾಯ್ತಿಗೆ ಓಡಿ ಹೋಗುವ ಸಾಧ್ಯತೆಗಳಿದ್ದು ಮಳೆಯ ನೀರು ಎತ್ತಾಕುತ್ತಿದ್ದಾರೆ. ಮಳೆ ಬಂದಾಗಲೆಲ್ಲಾ ಇದೇ ಸಮಸ್ಯೆಯಾಗಿದ್ದು ಸಂಬಂಧ ಪಟ್ಟ ಇಲಾಖೆ ಈ ಬಗ್ಗೆ ಗಮನ ಹರಿಸುತ್ತಿಲ್ಲ ಎಂದು ಸಾರ್ವಜನಿಕರು ಆಕ್ರೋಶ ವ್ಯಕ್ತ ಪಡಿಸಿದ್ದಾರೆ. ಕಳೆದ ಮೂರ್ನಾಲ್ಕು ತಿಂಗಳ ಹಿಂದಷ್ಟೆ ಕೇಂದ್ರ ಸರ್ಕಾರದ ರಾಜ್ಯ ಸಚಿವ ವಿ.ಸೋಮಣ್ಣ ಅವರು ಶಾಸಕ ಸಿ.ಬಿ.ಸುರೇಶ್ ಬಾಬು ಅವರೊಂದಿಗೆ ಖುದ್ದು ಸಮಸ್ಯೆ ವೀಕ್ಷಿಸಿ ಇನ್ನೊಂದು ವಾರದಲ್ಲಿ ಸಮಸ್ಯೆ ಪರಿಹರಿಸುವಂತೆ ಹೈವೆ ಅಧಿಕಾರಿಗಳಿಗೆ ತಾಕೀತು ಮಾಡಿದ್ದರು. ಆದರೆ ಇದೂವರೆಗೂ ಯಾವ ಬದಲಾವಣೆಯೂ ಕಾಣಲಿಲ್ಲ. ಪರಿಣಾಮ ಗುರುವಾರ ರಾತ್ರಿ ಸುರಿದ ಬಿರು ಮಳೆಗೆ ಚರಂಡಿಯ ಕೊಳಚೆ ನೀರು ಮನೆ, bbox=[317, 1801, 541, 2188]
header-rule bbox=[84, 55, 1428, 57]
story5-column-5: ಪರಿಣಾಮ ರಸ್ತೆಯಲ್ಲಿ ಸಂಚರಿಸುವ ವಾಹನ ಸವಾರರು ಮೂಗು ಮುಚ್ಚಿಕೊಂಡು ಓಡಾಡುವ ಸ್ಥಿತಿ ನಿರ್ಮಾಣವಾಗಿದೆ. ಹೈವೆ ಪಕ್ಕದ ಅಂಗಡಿಯವರು ದುರ್ನಾತದ ಜೊತೆಗೆ ಸಾಂಕ್ರಾಮಿಕ ರೋಗ ಹರಡುವ ಭೀತಿಯಲ್ಲಿ ಕಾಲಕಳೆಯುವಂತಾಗಿದೆ. ಇನ್ನಾದರೂ ಹುಳಿಯಾರಿನಲ್ಲಿ ಹಾದು ಹೋಗುವ ರಾಷ್ಟ್ರೀಯ ಹೆದ್ದಾರಿ ಪಕ್ಕದಲ್ಲಿರುವ ಎರಡೂ ಬದಿಯ ಚರಂಡಿಯನ್ನು ಸ್ವಚ್ಛಗೊಳಿಸುವ ಜೊತೆಗೆ ಟೀ ಅಂಗಡಿ, ಹೋಟೆಲ್‌ನವರು ತ್ಯಾಜ್ಯ ಹಾಕುವುದನ್ನು ತಪ್ಪಿಸಿ ನೀರು ನಿತ್ಯ ಸರಾಗವಾಗಿ ಹರಿಯುವಂತೆ ಮಾಡಬೇಕಿದೆ. ------------------ ಹೈವೆ ಎಂಜಿನಿಯರ್‌ಗೆ ಪತ್ರ ಬರೆಯಲಾಗಿದೆ ಹೈವೆ ಎಂಜಿನಿಯರ್ ಅವರಿಗೆ ಸಕ್ಸಿಂಗ್ ಮಿಷನ್ ಮೂಲಕ ಚರಂಡಿ ಕ್ಲೀನ್ ಮಾಡಿಸಿ ಕೊಡಿ ಎಂದು ಅನೇಕ ಬಾರಿ ಫೋನ್ ಮಾಡಿ ತಿಳಿಸಿದ್ದೇನೆ. ಇತ್ತೀಚಿಗೆ ತಹಶೀಲ್ದಾರ್ ಬಂದಾಗ ಅವರ ಮೂಲಕವೂ ಫೋನ್ ಮಾಡಿಸಿದ್ದೇನೆ, ಕಳೆದ ವಾರವಷ್ಟೆ ಪತ್ರವನ್ನೂ ಸಹ bbox=[1023, 1801, 1256, 2147]
story4-headline-2: ಶಾಲೆಯನ್ನಾಗಿ ಪರಿವರ್ತನೆ ಮಾಡಲು ಒತ್ತಾಯ bbox=[332, 1281, 783, 1318]
story1-column-3: ಪಡೆದ ಚಾರಿಟೇಬಲ್ ಟ್ರಸ್ಟ್ ಗಳಲ್ಲಿ ಶ್ರೀ ಕ್ಷೇತ್ರ ಧರ್ಮಸ್ಥಳ ಗ್ರಾಮಾಭಿವೃದ್ಧಿ ಯೋಜನೆ ಮೊದಲನೇ ಸಂಸ್ಥೆಯಾಗಿದೆ. ಗ್ರಾಮಾಭಿವೃದ್ಧಿ ಯೋಜನೆಯ ಸ್ವಸಹಾಯ ಸಂಘಗಳ ನಿರ್ವಹಣೆಯ ವ್ಯವಸ್ಥೆಯ ಗುಣಮಟ್ಟದ ತಂತ್ರಜ್ಞಾನ, ಪಾರದರ್ಶಕತೆ, ಲೆಕ್ಕಾಚಾರಗಳು, ನಿಯಮಪಾಲನೆ ಮುಂತಾದ ಅನೇಕ ಪ್ರಮುಖ ವಿಷಯಗಳಲ್ಲಿ ವಿಶ್ವದರ್ಜೆಯ ಗುಣಮಟ್ಟವನ್ನು ಹೊಂದಿರುವುದಕ್ಕೆ ಈ bbox=[554, 405, 778, 566]
stray-cattle-caption: ತುಮಕೂರು ನಗರದ ಜನನಿಬಿಡ ಪ್ರದೇಶ, ಮುಖ್ಯ ವ್ಯಾಪಾರಿಕೇಂದ್ರವಾದ ಮಹಾತ್ಮಗಾಂಧಿರಸ್ತೆಯಲ್ಲಿ ಬಿಡಾಡಿ ದನಗಳು ಬೀಡು ಬಿಟ್ಟಿದ್ದು,ಸಾರ್ವಜನಿಕರಿಗೆ, ವ್ಯಾಪಾರಸ್ಥರಿಗೆ ತೊಂದರೆಯುಂಟು ಮಾಡುತ್ತಿವೆ. ಪಾಲಿಕೆಯ ಅಧಿಕಾರಿಗಳು ಬಿಡಾಡಿ ದನಗಳನ್ನು ತೆರವುಗೊಳಿಸಿ,ಸಾರ್ವಜನಿಕರಿಗೆ ಉಂಟಾಗುತ್ತಿರುವ ಕಿರಿಕಿರಿತಪ್ಪಿಸುವಂತೆ ಒತ್ತಾಯಿಸಿದ್ದಾರೆ. bbox=[1045, 1288, 1482, 1362]
